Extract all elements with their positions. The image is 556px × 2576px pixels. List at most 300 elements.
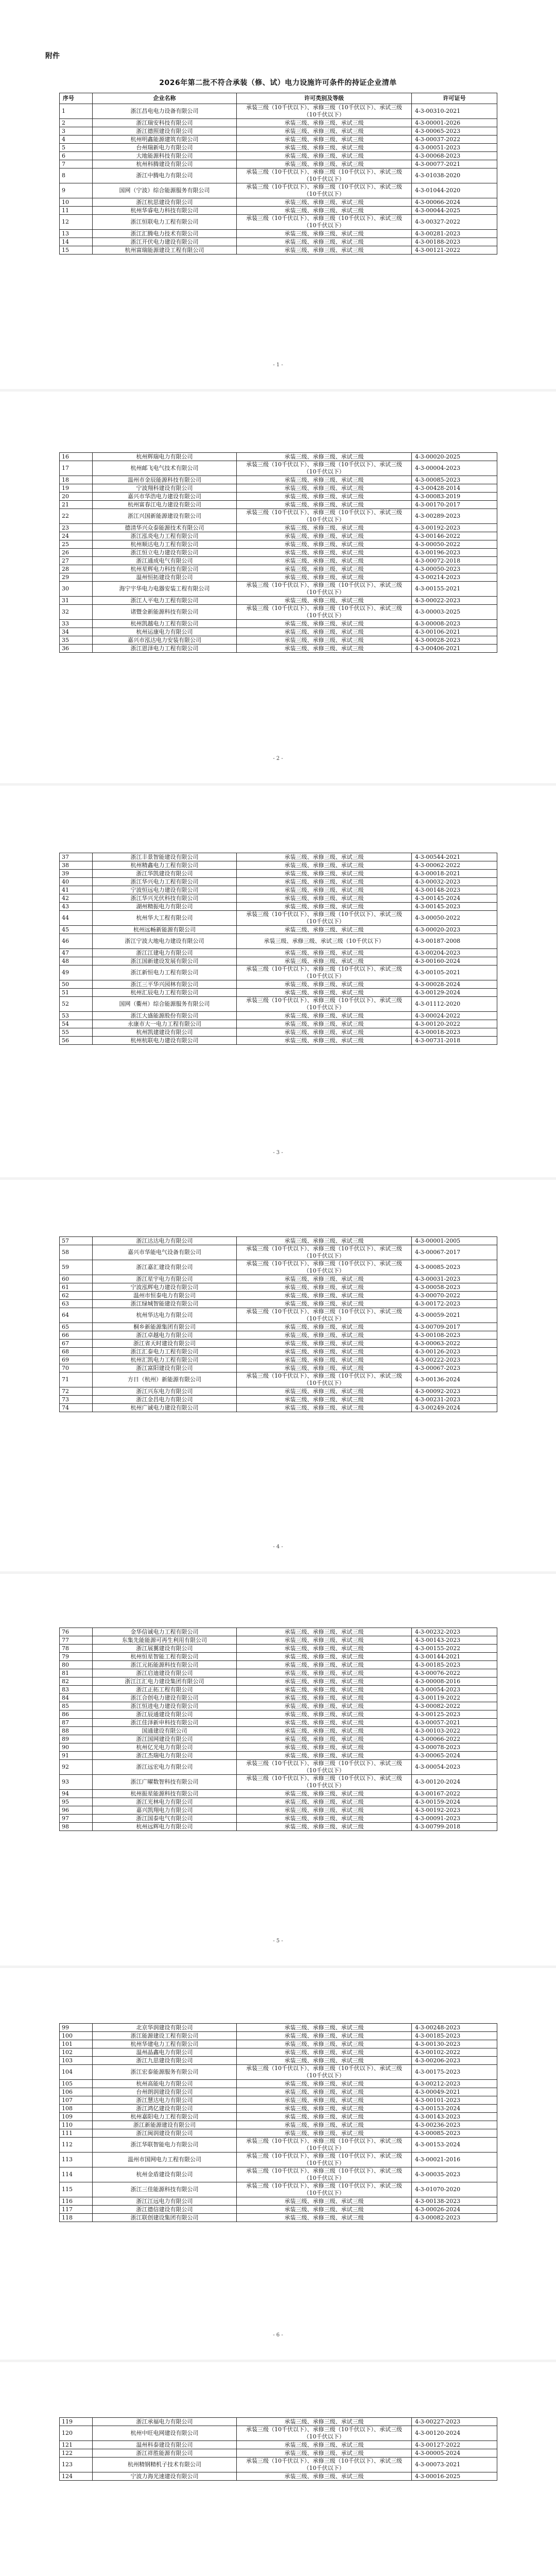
license-scope: 承装三级、承修三级、承试三级 bbox=[237, 207, 412, 215]
company-name: 浙江昌电电力设备有限公司 bbox=[93, 104, 237, 119]
row-number: 103 bbox=[60, 2057, 93, 2065]
table-row bbox=[60, 1356, 497, 1364]
table-row bbox=[60, 1628, 497, 1636]
company-name: 温州市金辰能源科技有限公司 bbox=[93, 476, 237, 484]
license-scope: 承装三级、承修三级、承试三级 bbox=[237, 1661, 412, 1669]
company-name: 浙江杭思建设有限公司 bbox=[93, 198, 237, 207]
row-number: 21 bbox=[60, 501, 93, 509]
table-row bbox=[60, 1245, 497, 1260]
license-number: 4-3-00129-2024 bbox=[412, 989, 497, 997]
row-number: 48 bbox=[60, 957, 93, 965]
row-number: 124 bbox=[60, 2472, 93, 2481]
table-row bbox=[60, 565, 497, 573]
license-number: 4-3-00078-2023 bbox=[412, 1743, 497, 1752]
table-row bbox=[60, 853, 497, 861]
company-name: 杭州凯越电力工程有限公司 bbox=[93, 620, 237, 628]
row-number: 15 bbox=[60, 246, 93, 255]
enterprise-table bbox=[59, 2023, 497, 2222]
table-row bbox=[60, 1020, 497, 1028]
enterprise-table bbox=[59, 2417, 497, 2481]
row-number: 52 bbox=[60, 997, 93, 1012]
company-name: 浙江绿城智能建设有限公司 bbox=[93, 1300, 237, 1308]
row-number: 38 bbox=[60, 861, 93, 870]
row-number: 90 bbox=[60, 1743, 93, 1752]
company-name: 浙江卓越电力有限公司 bbox=[93, 1331, 237, 1340]
license-number: 4-3-00050-2022 bbox=[412, 911, 497, 926]
license-scope: 承装三级、承修三级、承试三级 bbox=[237, 1653, 412, 1661]
license-scope: 承装三级（10千伏以下）、承修三级（10千伏以下）、承试三级（10千伏以下） bbox=[237, 509, 412, 524]
license-scope: 承装三级、承修三级、承试三级 bbox=[237, 2040, 412, 2048]
table-row bbox=[60, 1790, 497, 1798]
company-name: 浙江广曜数智科技有限公司 bbox=[93, 1775, 237, 1790]
row-number: 104 bbox=[60, 2065, 93, 2080]
license-number: 4-3-00022-2023 bbox=[412, 597, 497, 605]
company-name: 浙江恒联电力工程有限公司 bbox=[93, 215, 237, 230]
license-scope: 承装三级、承修三级、承试三级 bbox=[237, 957, 412, 965]
company-name: 浙江三佳能源科技有限公司 bbox=[93, 2182, 237, 2197]
company-name: 国网（衢州）综合能源服务有限公司 bbox=[93, 997, 237, 1012]
row-number: 83 bbox=[60, 1686, 93, 1694]
row-number: 23 bbox=[60, 524, 93, 532]
table-row bbox=[60, 215, 497, 230]
table-row bbox=[60, 484, 497, 493]
row-number: 35 bbox=[60, 636, 93, 645]
license-number: 4-3-00004-2023 bbox=[412, 461, 497, 476]
table-row bbox=[60, 934, 497, 949]
license-scope: 承装三级、承修三级、承试三级 bbox=[237, 1348, 412, 1356]
license-number: 4-3-00196-2023 bbox=[412, 549, 497, 557]
table-row bbox=[60, 1275, 497, 1283]
company-name: 浙江新能源建设有限公司 bbox=[93, 2121, 237, 2129]
row-number: 56 bbox=[60, 1037, 93, 1045]
license-scope: 承装三级、承修三级、承试三级 bbox=[237, 1323, 412, 1331]
company-name: 浙江江汇电力建设集团有限公司 bbox=[93, 1677, 237, 1686]
company-name: 杭州华大工程有限公司 bbox=[93, 911, 237, 926]
license-number: 4-3-00091-2023 bbox=[412, 1815, 497, 1823]
company-name: 浙江开伏电力建设有限公司 bbox=[93, 238, 237, 246]
row-number: 69 bbox=[60, 1356, 93, 1364]
license-scope: 承装三级、承修三级、承试三级 bbox=[237, 620, 412, 628]
attachment-label: 附件 bbox=[45, 52, 60, 60]
table-row bbox=[60, 2065, 497, 2080]
row-number: 89 bbox=[60, 1735, 93, 1743]
row-number: 37 bbox=[60, 853, 93, 861]
license-number: 4-3-00059-2021 bbox=[412, 1308, 497, 1323]
table-row bbox=[60, 2105, 497, 2113]
row-number: 72 bbox=[60, 1387, 93, 1396]
row-number: 71 bbox=[60, 1372, 93, 1387]
license-number: 4-3-00102-2022 bbox=[412, 2048, 497, 2057]
license-number: 4-3-00192-2023 bbox=[412, 1806, 497, 1815]
table-row bbox=[60, 2121, 497, 2129]
license-scope: 承装三级、承修三级、承试三级 bbox=[237, 2113, 412, 2121]
company-name: 国通建设有限公司 bbox=[93, 1727, 237, 1735]
table-row bbox=[60, 119, 497, 127]
license-number: 4-3-00067-2023 bbox=[412, 1364, 497, 1372]
table-row bbox=[60, 2113, 497, 2121]
license-number: 4-3-00070-2022 bbox=[412, 1292, 497, 1300]
table-row bbox=[60, 127, 497, 135]
row-number: 68 bbox=[60, 1348, 93, 1356]
license-number: 4-3-00185-2023 bbox=[412, 2032, 497, 2040]
license-scope: 承装三级（10千伏以下）、承修三级（10千伏以下）、承试三级（10千伏以下） bbox=[237, 2426, 412, 2441]
row-number: 60 bbox=[60, 1275, 93, 1283]
table-row bbox=[60, 2197, 497, 2206]
table-row bbox=[60, 1348, 497, 1356]
table-row bbox=[60, 2449, 497, 2458]
table-row bbox=[60, 1815, 497, 1823]
license-scope: 承装三级、承修三级、承试三级 bbox=[237, 238, 412, 246]
table-row bbox=[60, 2441, 497, 2449]
license-number: 4-3-00026-2024 bbox=[412, 2206, 497, 2214]
license-number: 4-3-00126-2023 bbox=[412, 1348, 497, 1356]
table-row bbox=[60, 2057, 497, 2065]
row-number: 36 bbox=[60, 645, 93, 653]
table-row bbox=[60, 1372, 497, 1387]
row-number: 96 bbox=[60, 1806, 93, 1815]
row-number: 44 bbox=[60, 911, 93, 926]
license-number: 4-3-00072-2018 bbox=[412, 557, 497, 565]
company-name: 杭州邮飞电气技术有限公司 bbox=[93, 461, 237, 476]
company-name: 浙江联创建设集团有限公司 bbox=[93, 2214, 237, 2222]
license-number: 4-3-00428-2014 bbox=[412, 484, 497, 493]
license-number: 4-3-00143-2023 bbox=[412, 2113, 497, 2121]
license-scope: 承装三级、承修三级、承试三级 bbox=[237, 2121, 412, 2129]
license-number: 4-3-00050-2022 bbox=[412, 540, 497, 549]
license-number: 4-3-00077-2021 bbox=[412, 160, 497, 168]
company-name: 浙江国网建设有限公司 bbox=[93, 1735, 237, 1743]
license-number: 4-3-00167-2022 bbox=[412, 1790, 497, 1798]
table-row bbox=[60, 1775, 497, 1790]
company-name: 浙江远宏电力有限公司 bbox=[93, 1760, 237, 1775]
row-number: 81 bbox=[60, 1669, 93, 1677]
license-scope: 承装三级、承修三级、承试三级 bbox=[237, 1806, 412, 1815]
row-number: 8 bbox=[60, 168, 93, 183]
license-number: 4-3-00155-2021 bbox=[412, 582, 497, 597]
license-number: 4-3-00231-2023 bbox=[412, 1396, 497, 1404]
company-name: 杭州远畅新能源有限公司 bbox=[93, 926, 237, 934]
row-number: 86 bbox=[60, 1710, 93, 1719]
company-name: 浙江国泰电气有限公司 bbox=[93, 1815, 237, 1823]
license-scope: 承装三级、承修三级、承试三级 bbox=[237, 1237, 412, 1245]
company-name: 浙江金昌电力有限公司 bbox=[93, 1396, 237, 1404]
license-scope: 承装三级、承修三级、承试三级（10千伏以下） bbox=[237, 934, 412, 949]
company-name: 金华信诚电力工程有限公司 bbox=[93, 1628, 237, 1636]
license-scope: 承装三级、承修三级、承试三级 bbox=[237, 2088, 412, 2096]
company-name: 杭州运康电力有限公司 bbox=[93, 628, 237, 636]
license-scope: 承装三级、承修三级、承试三级 bbox=[237, 1694, 412, 1702]
license-number: 4-3-00214-2023 bbox=[412, 573, 497, 582]
table-row bbox=[60, 1308, 497, 1323]
license-number: 4-3-00108-2023 bbox=[412, 1331, 497, 1340]
company-name: 杭州远辉电力有限公司 bbox=[93, 1823, 237, 1831]
company-name: 浙江丰景智能建设有限公司 bbox=[93, 853, 237, 861]
table-row bbox=[60, 2182, 497, 2197]
row-number: 77 bbox=[60, 1636, 93, 1645]
table-row bbox=[60, 582, 497, 597]
license-number: 4-3-00054-2023 bbox=[412, 1686, 497, 1694]
row-number: 107 bbox=[60, 2096, 93, 2105]
license-scope: 承装三级、承修三级、承试三级 bbox=[237, 2096, 412, 2105]
license-number: 4-3-00799-2018 bbox=[412, 1823, 497, 1831]
row-number: 84 bbox=[60, 1694, 93, 1702]
license-number: 4-3-00153-2024 bbox=[412, 2138, 497, 2153]
company-name: 浙江江远电力有限公司 bbox=[93, 2197, 237, 2206]
row-number: 65 bbox=[60, 1323, 93, 1331]
company-name: 温州晶鑫电力有限公司 bbox=[93, 2048, 237, 2057]
row-number: 88 bbox=[60, 1727, 93, 1735]
license-scope: 承装三级（10千伏以下）、承修三级（10千伏以下）、承试三级（10千伏以下） bbox=[237, 965, 412, 980]
table-section-2 bbox=[59, 452, 497, 653]
company-name: 嘉兴市华能电气设备有限公司 bbox=[93, 1245, 237, 1260]
table-row bbox=[60, 1719, 497, 1727]
license-scope: 承装三级（10千伏以下）、承修三级（10千伏以下）、承试三级（10千伏以下） bbox=[237, 1760, 412, 1775]
license-number: 4-3-00065-2024 bbox=[412, 1752, 497, 1760]
license-number: 4-3-00185-2023 bbox=[412, 1661, 497, 1669]
table-row bbox=[60, 540, 497, 549]
row-number: 9 bbox=[60, 183, 93, 198]
row-number: 115 bbox=[60, 2182, 93, 2197]
row-number: 55 bbox=[60, 1028, 93, 1037]
table-row bbox=[60, 903, 497, 911]
license-number: 4-3-00032-2023 bbox=[412, 878, 497, 886]
document-page-6 bbox=[0, 1968, 556, 2360]
license-scope: 承装三级、承修三级、承试三级 bbox=[237, 2048, 412, 2057]
company-name: 永康市大一电力工程有限公司 bbox=[93, 1020, 237, 1028]
table-row bbox=[60, 1702, 497, 1710]
license-scope: 承装三级、承修三级、承试三级 bbox=[237, 2206, 412, 2214]
license-number: 4-3-00001-2026 bbox=[412, 119, 497, 127]
row-number: 39 bbox=[60, 870, 93, 878]
license-number: 4-3-00120-2022 bbox=[412, 1020, 497, 1028]
row-number: 111 bbox=[60, 2129, 93, 2138]
license-number: 4-3-00001-2005 bbox=[412, 1237, 497, 1245]
page-number: - 1 - bbox=[273, 362, 283, 368]
table-row bbox=[60, 1661, 497, 1669]
table-row bbox=[60, 957, 497, 965]
license-scope: 承装三级、承修三级、承试三级 bbox=[237, 636, 412, 645]
company-name: 浙江瑞安科技有限公司 bbox=[93, 119, 237, 127]
license-scope: 承装三级（10千伏以下）、承修三级（10千伏以下）、承试三级（10千伏以下） bbox=[237, 1372, 412, 1387]
table-row bbox=[60, 645, 497, 653]
license-number: 4-3-00028-2023 bbox=[412, 636, 497, 645]
license-scope: 承装三级、承修三级、承试三级 bbox=[237, 501, 412, 509]
table-row bbox=[60, 2088, 497, 2096]
license-number: 4-3-00222-2023 bbox=[412, 1356, 497, 1364]
company-name: 浙江承福电力有限公司 bbox=[93, 2418, 237, 2426]
license-number: 4-3-00153-2024 bbox=[412, 2105, 497, 2113]
license-scope: 承装三级、承修三级、承试三级 bbox=[237, 2449, 412, 2458]
license-number: 4-3-00170-2017 bbox=[412, 501, 497, 509]
company-name: 浙江泓炎电力工程有限公司 bbox=[93, 532, 237, 540]
table-row bbox=[60, 1735, 497, 1743]
company-name: 浙江能源建设工程有限公司 bbox=[93, 2032, 237, 2040]
company-name: 杭州明鑫能源建筑有限公司 bbox=[93, 135, 237, 144]
row-number: 80 bbox=[60, 1661, 93, 1669]
table-row bbox=[60, 636, 497, 645]
license-number: 4-3-00143-2023 bbox=[412, 1636, 497, 1645]
table-row bbox=[60, 2206, 497, 2214]
license-scope: 承装三级、承修三级、承试三级 bbox=[237, 557, 412, 565]
license-number: 4-3-00082-2023 bbox=[412, 2214, 497, 2222]
license-scope: 承装三级、承修三级、承试三级 bbox=[237, 573, 412, 582]
license-number: 4-3-00083-2019 bbox=[412, 493, 497, 501]
table-row bbox=[60, 1404, 497, 1412]
license-number: 4-3-00082-2022 bbox=[412, 1702, 497, 1710]
row-number: 63 bbox=[60, 1300, 93, 1308]
company-name: 浙江通成电气有限公司 bbox=[93, 557, 237, 565]
company-name: 北京华润建设有限公司 bbox=[93, 2024, 237, 2032]
page-number: - 2 - bbox=[273, 756, 283, 761]
company-name: 杭州恒星智能工程有限公司 bbox=[93, 1653, 237, 1661]
license-number: 4-3-00035-2023 bbox=[412, 2167, 497, 2182]
row-number: 121 bbox=[60, 2441, 93, 2449]
company-name: 温州市国网电力工程有限公司 bbox=[93, 2153, 237, 2167]
table-row bbox=[60, 1292, 497, 1300]
license-number: 4-3-00160-2024 bbox=[412, 957, 497, 965]
table-row bbox=[60, 2472, 497, 2481]
row-number: 112 bbox=[60, 2138, 93, 2153]
row-number: 46 bbox=[60, 934, 93, 949]
company-name: 杭州汇辰电力工程有限公司 bbox=[93, 989, 237, 997]
license-scope: 承装三级、承修三级、承试三级 bbox=[237, 2032, 412, 2040]
company-name: 浙江中腾电力有限公司 bbox=[93, 168, 237, 183]
table-section-7 bbox=[59, 2417, 497, 2481]
license-number: 4-3-00016-2025 bbox=[412, 2472, 497, 2481]
table-row bbox=[60, 152, 497, 160]
table-row bbox=[60, 1645, 497, 1653]
company-name: 浙江华联智能电力有限公司 bbox=[93, 2138, 237, 2153]
row-number: 28 bbox=[60, 565, 93, 573]
company-name: 浙江佳泽新申科技有限公司 bbox=[93, 1719, 237, 1727]
company-name: 浙江展翼建设有限公司 bbox=[93, 1645, 237, 1653]
license-scope: 承装三级、承修三级、承试三级 bbox=[237, 1283, 412, 1292]
license-number: 4-3-00005-2024 bbox=[412, 2449, 497, 2458]
table-row bbox=[60, 230, 497, 238]
document-page-5 bbox=[0, 1574, 556, 1965]
company-name: 浙江嘉汇建设有限公司 bbox=[93, 1260, 237, 1275]
row-number: 64 bbox=[60, 1308, 93, 1323]
company-name: 浙江恩泽电力工程有限公司 bbox=[93, 645, 237, 653]
company-name: 浙江九思建设有限公司 bbox=[93, 2057, 237, 2065]
license-number: 4-3-00085-2023 bbox=[412, 2129, 497, 2138]
license-scope: 承装三级（10千伏以下）、承修三级（10千伏以下）、承试三级（10千伏以下） bbox=[237, 2065, 412, 2080]
license-number: 4-3-00076-2022 bbox=[412, 1669, 497, 1677]
table-section-5 bbox=[59, 1628, 497, 1831]
license-number: 4-3-00172-2023 bbox=[412, 1300, 497, 1308]
row-number: 93 bbox=[60, 1775, 93, 1790]
document-page-3 bbox=[0, 786, 556, 1177]
table-row bbox=[60, 2426, 497, 2441]
license-scope: 承装三级、承修三级、承试三级 bbox=[237, 2214, 412, 2222]
row-number: 11 bbox=[60, 207, 93, 215]
license-number: 4-3-00020-2025 bbox=[412, 453, 497, 461]
company-name: 杭州汇凯电力工程有限公司 bbox=[93, 1356, 237, 1364]
license-scope: 承装三级、承修三级、承试三级 bbox=[237, 1752, 412, 1760]
page-number: - 5 - bbox=[273, 1938, 283, 1944]
company-name: 嘉兴市泓达电力安装有限公司 bbox=[93, 636, 237, 645]
company-name: 浙江新恒电力工程有限公司 bbox=[93, 965, 237, 980]
company-name: 大地能源科技有限公司 bbox=[93, 152, 237, 160]
company-name: 东集先能能源可再生利用有限公司 bbox=[93, 1636, 237, 1645]
license-scope: 承装三级（10千伏以下）、承修三级（10千伏以下）、承试三级（10千伏以下） bbox=[237, 2182, 412, 2197]
license-number: 4-3-00008-2023 bbox=[412, 620, 497, 628]
table-row bbox=[60, 238, 497, 246]
table-row bbox=[60, 1760, 497, 1775]
row-number: 45 bbox=[60, 926, 93, 934]
license-number: 4-3-00232-2023 bbox=[412, 1628, 497, 1636]
table-row bbox=[60, 246, 497, 255]
license-scope: 承装三级、承修三级、承试三级 bbox=[237, 1669, 412, 1677]
table-row bbox=[60, 1237, 497, 1245]
license-scope: 承装三级、承修三级、承试三级 bbox=[237, 565, 412, 573]
license-number: 4-3-00187-2008 bbox=[412, 934, 497, 949]
company-name: 浙江华兴电力工程有限公司 bbox=[93, 878, 237, 886]
license-number: 4-3-01112-2020 bbox=[412, 997, 497, 1012]
table-row bbox=[60, 1727, 497, 1735]
license-scope: 承装三级、承修三级、承试三级 bbox=[237, 160, 412, 168]
table-row bbox=[60, 965, 497, 980]
table-row bbox=[60, 2418, 497, 2426]
row-number: 114 bbox=[60, 2167, 93, 2182]
company-name: 杭州顺达电力工程有限公司 bbox=[93, 540, 237, 549]
row-number: 67 bbox=[60, 1340, 93, 1348]
table-header-row bbox=[60, 93, 497, 104]
row-number: 33 bbox=[60, 620, 93, 628]
company-name: 浙江达达电力有限公司 bbox=[93, 1237, 237, 1245]
company-name: 浙江星宇电力有限公司 bbox=[93, 1275, 237, 1283]
license-scope: 承装三级、承修三级、承试三级 bbox=[237, 1645, 412, 1653]
license-number: 4-3-00127-2022 bbox=[412, 2441, 497, 2449]
page-number: - 6 - bbox=[273, 2332, 283, 2338]
license-number: 4-3-00192-2023 bbox=[412, 524, 497, 532]
table-row bbox=[60, 997, 497, 1012]
license-scope: 承装三级、承修三级、承试三级 bbox=[237, 1340, 412, 1348]
row-number: 95 bbox=[60, 1798, 93, 1806]
table-row bbox=[60, 949, 497, 957]
row-number: 61 bbox=[60, 1283, 93, 1292]
license-scope: 承装三级、承修三级、承试三级 bbox=[237, 127, 412, 135]
license-scope: 承装三级、承修三级、承试三级 bbox=[237, 493, 412, 501]
row-number: 30 bbox=[60, 582, 93, 597]
table-row bbox=[60, 2138, 497, 2153]
company-name: 温州科泰建设有限公司 bbox=[93, 2441, 237, 2449]
table-row bbox=[60, 493, 497, 501]
row-number: 117 bbox=[60, 2206, 93, 2214]
row-number: 32 bbox=[60, 605, 93, 620]
license-number: 4-3-00130-2023 bbox=[412, 2040, 497, 2048]
table-row bbox=[60, 573, 497, 582]
license-scope: 承装三级（10千伏以下）、承修三级（10千伏以下）、承试三级（10千伏以下） bbox=[237, 215, 412, 230]
company-name: 杭州华睿电力科技有限公司 bbox=[93, 207, 237, 215]
license-number: 4-3-00188-2023 bbox=[412, 238, 497, 246]
license-scope: 承装三级、承修三级、承试三级 bbox=[237, 524, 412, 532]
row-number: 98 bbox=[60, 1823, 93, 1831]
company-name: 杭州高能电力有限公司 bbox=[93, 2080, 237, 2088]
license-number: 4-3-00248-2023 bbox=[412, 2024, 497, 2032]
license-scope: 承装三级（10千伏以下）、承修三级（10千伏以下）、承试三级（10千伏以下） bbox=[237, 582, 412, 597]
row-number: 43 bbox=[60, 903, 93, 911]
row-number: 82 bbox=[60, 1677, 93, 1686]
table-row bbox=[60, 2032, 497, 2040]
row-number: 13 bbox=[60, 230, 93, 238]
row-number: 51 bbox=[60, 989, 93, 997]
license-scope: 承装三级、承修三级、承试三级 bbox=[237, 2105, 412, 2113]
company-name: 浙江富阳建设有限公司 bbox=[93, 1364, 237, 1372]
license-number: 4-3-00120-2024 bbox=[412, 2426, 497, 2441]
license-number: 4-3-00003-2025 bbox=[412, 605, 497, 620]
company-name: 诸暨金新能源科技有限公司 bbox=[93, 605, 237, 620]
